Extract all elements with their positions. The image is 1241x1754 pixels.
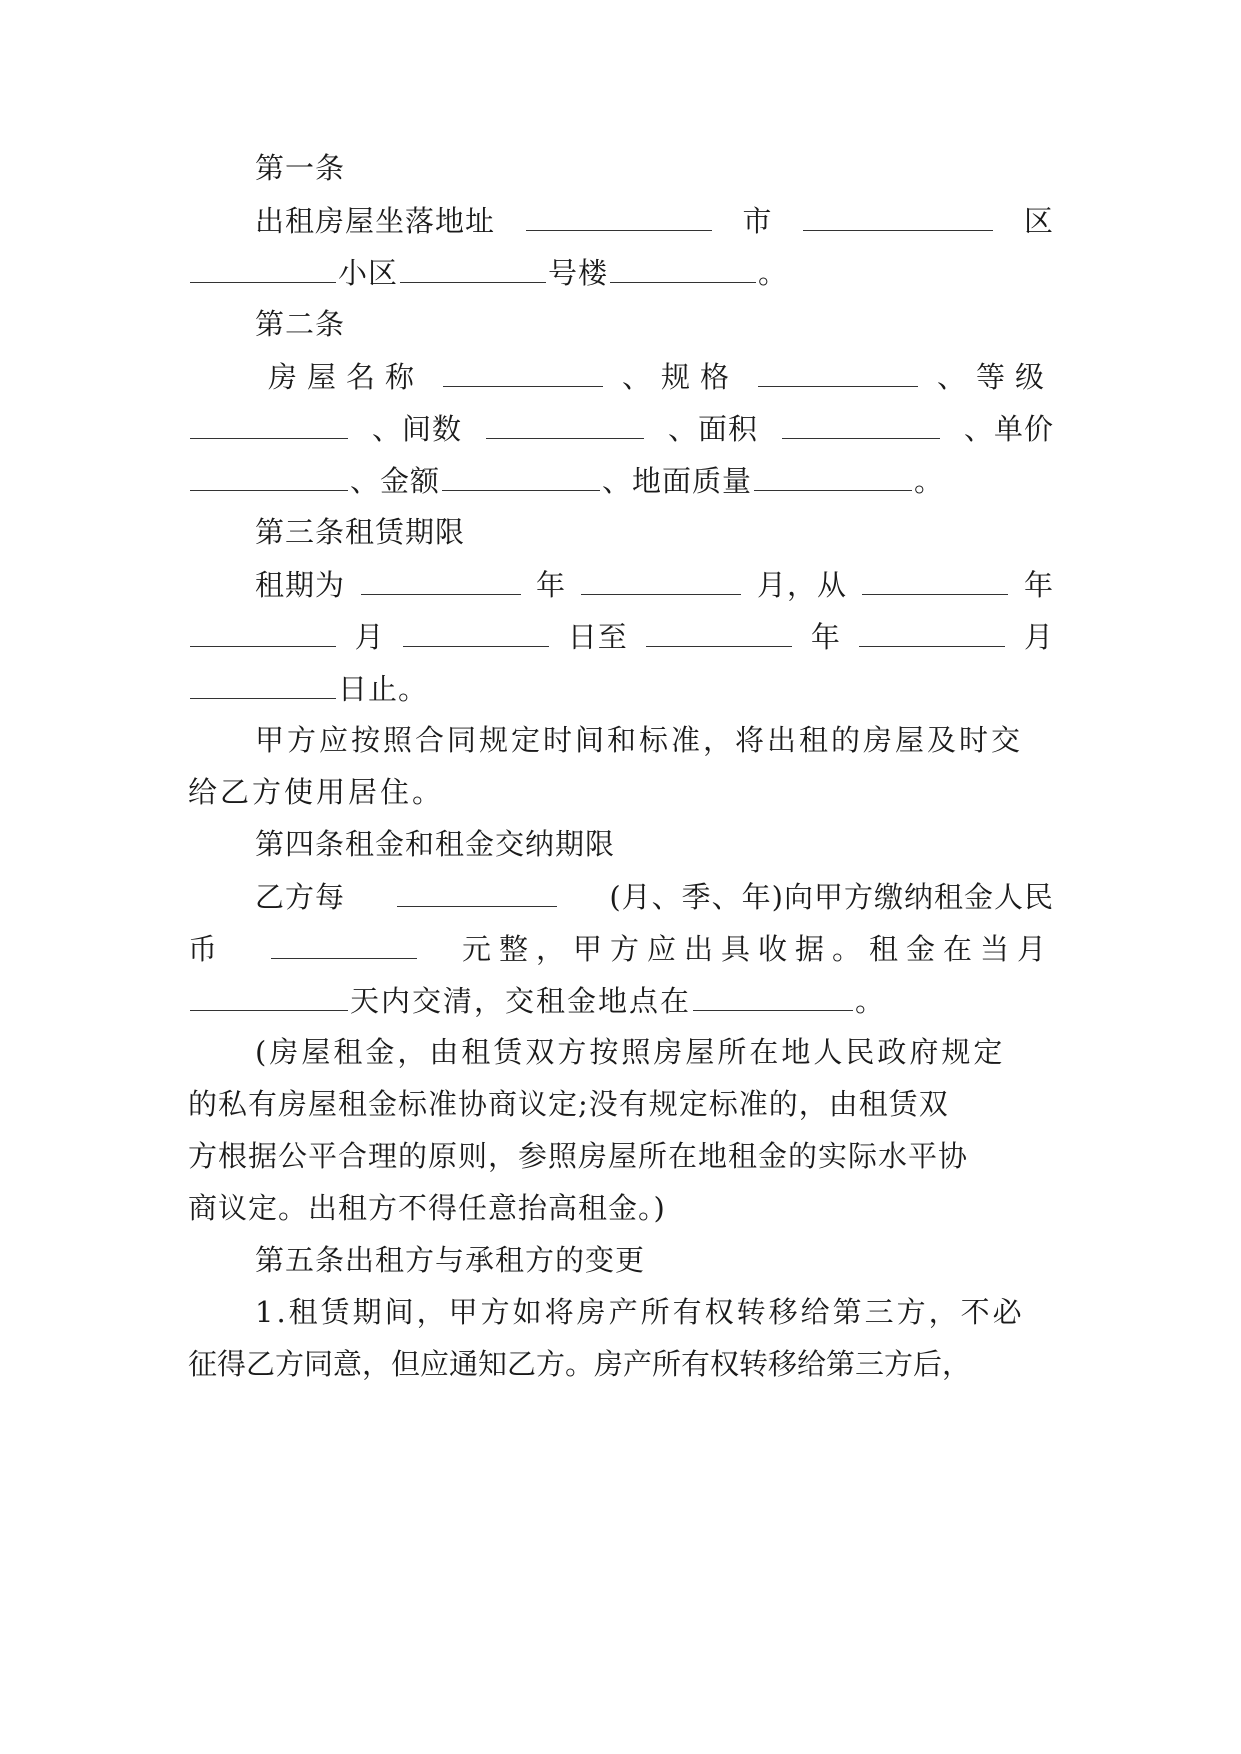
text: 号楼 (548, 256, 609, 290)
blank-end-day[interactable] (190, 668, 336, 699)
text: 乙方每 (255, 880, 346, 914)
article-4-title: 第四条租金和租金交纳期限 (255, 827, 616, 861)
blank-building[interactable] (400, 252, 546, 283)
blank-end-month[interactable] (859, 616, 1005, 647)
article-3-line-3 (188, 668, 1054, 709)
text: 、间数 (371, 412, 462, 446)
blank-pay-location[interactable] (693, 980, 853, 1011)
article-4-note-line-2: 的私有房屋租金标准协商议定;没有规定标准的，由租赁双 (188, 1087, 949, 1121)
text: 租期为 (255, 568, 346, 602)
blank-start-day[interactable] (403, 616, 549, 647)
article-5-title: 第五条出租方与承租方的变更 (255, 1243, 646, 1277)
article-5-line-1: 1.租赁期间，甲方如将房产所有权转移给第三方，不必 (255, 1295, 1025, 1329)
text: 天内交清，交租金地点在 (350, 984, 692, 1018)
article-4-line-3 (188, 980, 1054, 1021)
blank-grade[interactable] (190, 408, 348, 439)
blank-area[interactable] (782, 408, 940, 439)
article-3-paragraph-2-line-1: 甲方应按照合同规定时间和标准，将出租的房屋及时交 (255, 723, 1024, 757)
text: 、规格 (621, 360, 739, 394)
text: 月 (1023, 620, 1054, 654)
blank-term-years[interactable] (361, 564, 521, 595)
text: 、单价 (963, 412, 1054, 446)
blank-rooms[interactable] (486, 408, 644, 439)
blank-start-year[interactable] (862, 564, 1008, 595)
article-3-line-2 (188, 616, 1054, 657)
blank-pay-days[interactable] (190, 980, 348, 1011)
article-3-title: 第三条租赁期限 (255, 515, 466, 549)
text: 年 (810, 620, 841, 654)
blank-number[interactable] (610, 252, 756, 283)
article-1-line-2 (188, 252, 1054, 293)
text: 、面积 (667, 412, 758, 446)
text: 日至 (567, 620, 628, 654)
text: (月、季、年)向甲方缴纳租金人民 (609, 880, 1054, 914)
blank-city[interactable] (526, 200, 712, 231)
text: 区 (1023, 204, 1054, 238)
blank-spec[interactable] (758, 356, 918, 387)
text: 年 (535, 568, 566, 602)
blank-end-year[interactable] (646, 616, 792, 647)
article-2-title: 第二条 (255, 307, 346, 341)
text: 。 (914, 464, 945, 498)
text: 房屋名称 (268, 360, 425, 394)
article-4-note-line-3: 方根据公平合理的原则，参照房屋所在地租金的实际水平协 (188, 1139, 969, 1173)
article-2-line-2 (188, 408, 1054, 449)
article-1-title: 第一条 (255, 151, 346, 185)
blank-house-name[interactable] (443, 356, 603, 387)
text: 出租房屋坐落地址 (255, 204, 496, 238)
article-1-line-1 (255, 200, 1054, 241)
article-4-line-2 (188, 928, 1054, 969)
text: 年 (1023, 568, 1054, 602)
article-3-paragraph-2-line-2: 给乙方使用居住。 (188, 775, 445, 809)
article-4-note-line-4: 商议定。出租方不得任意抬高租金。) (188, 1191, 666, 1225)
blank-amount[interactable] (442, 460, 600, 491)
blank-community[interactable] (190, 252, 336, 283)
blank-term-months[interactable] (581, 564, 741, 595)
text: 。 (758, 256, 789, 290)
blank-rent-amount[interactable] (271, 928, 417, 959)
text: 月，从 (756, 568, 847, 602)
text: 、金额 (350, 464, 441, 498)
blank-unit-price[interactable] (190, 460, 348, 491)
text: 元整，甲方应出具收据。租金在当月 (461, 932, 1054, 966)
text: 、地面质量 (602, 464, 753, 498)
article-5-line-2: 征得乙方同意，但应通知乙方。房产所有权转移给第三方后， (188, 1347, 972, 1381)
text: 小区 (338, 256, 399, 290)
text: 、等级 (936, 360, 1054, 394)
article-4-note-line-1: (房屋租金，由租赁双方按照房屋所在地人民政府规定 (255, 1035, 1006, 1069)
text: 币 (188, 932, 226, 966)
text: 日止。 (338, 672, 429, 706)
article-4-line-1 (255, 876, 1054, 917)
text: 。 (855, 984, 887, 1018)
text: 月 (354, 620, 385, 654)
blank-district[interactable] (803, 200, 993, 231)
blank-floor-quality[interactable] (754, 460, 912, 491)
blank-payment-period[interactable] (397, 876, 557, 907)
blank-start-month[interactable] (190, 616, 336, 647)
article-2-line-1 (268, 356, 1054, 397)
article-3-line-1 (255, 564, 1054, 605)
text: 市 (742, 204, 773, 238)
article-2-line-3 (188, 460, 1054, 501)
